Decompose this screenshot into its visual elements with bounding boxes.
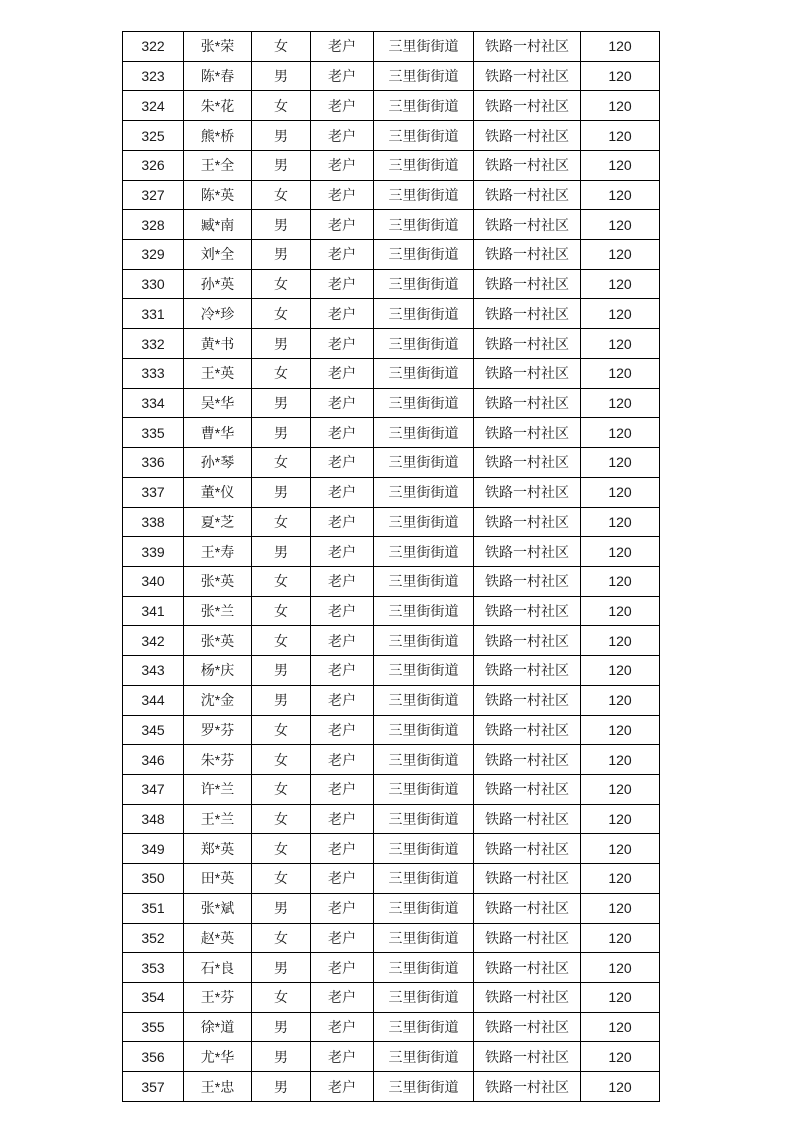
cell-community: 铁路一村社区 xyxy=(474,358,581,388)
cell-gender: 男 xyxy=(252,329,311,359)
cell-street: 三里街街道 xyxy=(374,1072,474,1102)
cell-amount: 120 xyxy=(581,91,660,121)
table-row xyxy=(123,418,660,448)
cell-household-type: 老户 xyxy=(311,507,374,537)
cell-name: 王*芬 xyxy=(184,983,252,1013)
cell-gender: 女 xyxy=(252,91,311,121)
cell-amount: 120 xyxy=(581,32,660,62)
cell-gender: 女 xyxy=(252,626,311,656)
cell-serial-number: 352 xyxy=(123,923,184,953)
cell-name: 王*忠 xyxy=(184,1072,252,1102)
cell-gender: 男 xyxy=(252,121,311,151)
cell-street: 三里街街道 xyxy=(374,91,474,121)
cell-household-type: 老户 xyxy=(311,32,374,62)
cell-community: 铁路一村社区 xyxy=(474,566,581,596)
cell-gender: 男 xyxy=(252,953,311,983)
cell-gender: 男 xyxy=(252,656,311,686)
cell-serial-number: 334 xyxy=(123,388,184,418)
cell-name: 刘*全 xyxy=(184,240,252,270)
cell-household-type: 老户 xyxy=(311,210,374,240)
cell-community: 铁路一村社区 xyxy=(474,893,581,923)
cell-serial-number: 326 xyxy=(123,150,184,180)
cell-household-type: 老户 xyxy=(311,626,374,656)
cell-gender: 女 xyxy=(252,596,311,626)
table-row xyxy=(123,953,660,983)
cell-household-type: 老户 xyxy=(311,923,374,953)
cell-street: 三里街街道 xyxy=(374,61,474,91)
cell-street: 三里街街道 xyxy=(374,329,474,359)
cell-gender: 女 xyxy=(252,983,311,1013)
cell-household-type: 老户 xyxy=(311,329,374,359)
cell-name: 许*兰 xyxy=(184,774,252,804)
table-body xyxy=(123,32,660,1102)
cell-community: 铁路一村社区 xyxy=(474,537,581,567)
cell-serial-number: 337 xyxy=(123,477,184,507)
table-row xyxy=(123,685,660,715)
cell-street: 三里街街道 xyxy=(374,269,474,299)
table-row xyxy=(123,864,660,894)
cell-amount: 120 xyxy=(581,388,660,418)
cell-street: 三里街街道 xyxy=(374,745,474,775)
cell-household-type: 老户 xyxy=(311,953,374,983)
cell-name: 陈*春 xyxy=(184,61,252,91)
cell-household-type: 老户 xyxy=(311,418,374,448)
cell-name: 赵*英 xyxy=(184,923,252,953)
cell-amount: 120 xyxy=(581,566,660,596)
table-row xyxy=(123,180,660,210)
cell-community: 铁路一村社区 xyxy=(474,1072,581,1102)
table-row xyxy=(123,477,660,507)
cell-gender: 男 xyxy=(252,388,311,418)
cell-community: 铁路一村社区 xyxy=(474,477,581,507)
cell-amount: 120 xyxy=(581,299,660,329)
cell-community: 铁路一村社区 xyxy=(474,1042,581,1072)
cell-name: 陈*英 xyxy=(184,180,252,210)
cell-street: 三里街街道 xyxy=(374,32,474,62)
cell-serial-number: 353 xyxy=(123,953,184,983)
cell-household-type: 老户 xyxy=(311,566,374,596)
cell-community: 铁路一村社区 xyxy=(474,656,581,686)
cell-gender: 女 xyxy=(252,507,311,537)
cell-gender: 男 xyxy=(252,210,311,240)
cell-amount: 120 xyxy=(581,448,660,478)
cell-name: 王*寿 xyxy=(184,537,252,567)
table-row xyxy=(123,804,660,834)
table-row xyxy=(123,983,660,1013)
cell-household-type: 老户 xyxy=(311,269,374,299)
cell-community: 铁路一村社区 xyxy=(474,864,581,894)
cell-name: 沈*金 xyxy=(184,685,252,715)
cell-gender: 女 xyxy=(252,358,311,388)
cell-community: 铁路一村社区 xyxy=(474,507,581,537)
cell-gender: 男 xyxy=(252,1072,311,1102)
cell-household-type: 老户 xyxy=(311,150,374,180)
cell-gender: 女 xyxy=(252,774,311,804)
table-row xyxy=(123,448,660,478)
cell-street: 三里街街道 xyxy=(374,804,474,834)
table-row xyxy=(123,61,660,91)
cell-amount: 120 xyxy=(581,1012,660,1042)
table-row xyxy=(123,121,660,151)
cell-community: 铁路一村社区 xyxy=(474,448,581,478)
cell-serial-number: 342 xyxy=(123,626,184,656)
cell-name: 王*英 xyxy=(184,358,252,388)
table-row xyxy=(123,715,660,745)
cell-amount: 120 xyxy=(581,61,660,91)
cell-street: 三里街街道 xyxy=(374,685,474,715)
cell-name: 冷*珍 xyxy=(184,299,252,329)
table-row xyxy=(123,1072,660,1102)
cell-serial-number: 340 xyxy=(123,566,184,596)
cell-amount: 120 xyxy=(581,269,660,299)
cell-household-type: 老户 xyxy=(311,893,374,923)
cell-name: 张*荣 xyxy=(184,32,252,62)
cell-name: 罗*芬 xyxy=(184,715,252,745)
cell-community: 铁路一村社区 xyxy=(474,150,581,180)
cell-household-type: 老户 xyxy=(311,477,374,507)
cell-serial-number: 329 xyxy=(123,240,184,270)
cell-amount: 120 xyxy=(581,477,660,507)
cell-serial-number: 343 xyxy=(123,656,184,686)
cell-street: 三里街街道 xyxy=(374,596,474,626)
cell-amount: 120 xyxy=(581,715,660,745)
table-row xyxy=(123,745,660,775)
cell-street: 三里街街道 xyxy=(374,566,474,596)
cell-household-type: 老户 xyxy=(311,537,374,567)
cell-name: 石*良 xyxy=(184,953,252,983)
table-row xyxy=(123,566,660,596)
cell-street: 三里街街道 xyxy=(374,507,474,537)
cell-street: 三里街街道 xyxy=(374,893,474,923)
cell-serial-number: 331 xyxy=(123,299,184,329)
cell-gender: 男 xyxy=(252,685,311,715)
cell-gender: 女 xyxy=(252,804,311,834)
cell-community: 铁路一村社区 xyxy=(474,240,581,270)
cell-serial-number: 356 xyxy=(123,1042,184,1072)
table-row xyxy=(123,834,660,864)
cell-name: 黄*书 xyxy=(184,329,252,359)
cell-serial-number: 328 xyxy=(123,210,184,240)
cell-street: 三里街街道 xyxy=(374,715,474,745)
resident-subsidy-table xyxy=(122,31,660,1102)
cell-community: 铁路一村社区 xyxy=(474,61,581,91)
cell-community: 铁路一村社区 xyxy=(474,923,581,953)
cell-gender: 女 xyxy=(252,180,311,210)
table-row xyxy=(123,656,660,686)
cell-household-type: 老户 xyxy=(311,448,374,478)
cell-street: 三里街街道 xyxy=(374,477,474,507)
cell-name: 郑*英 xyxy=(184,834,252,864)
cell-serial-number: 355 xyxy=(123,1012,184,1042)
cell-gender: 男 xyxy=(252,537,311,567)
cell-community: 铁路一村社区 xyxy=(474,418,581,448)
cell-street: 三里街街道 xyxy=(374,388,474,418)
cell-amount: 120 xyxy=(581,804,660,834)
cell-amount: 120 xyxy=(581,358,660,388)
cell-community: 铁路一村社区 xyxy=(474,685,581,715)
cell-name: 徐*道 xyxy=(184,1012,252,1042)
cell-amount: 120 xyxy=(581,923,660,953)
table-row xyxy=(123,1042,660,1072)
table-row xyxy=(123,388,660,418)
cell-street: 三里街街道 xyxy=(374,834,474,864)
cell-amount: 120 xyxy=(581,418,660,448)
cell-amount: 120 xyxy=(581,537,660,567)
cell-gender: 女 xyxy=(252,923,311,953)
table-row xyxy=(123,150,660,180)
table-row xyxy=(123,893,660,923)
cell-street: 三里街街道 xyxy=(374,358,474,388)
cell-street: 三里街街道 xyxy=(374,923,474,953)
cell-street: 三里街街道 xyxy=(374,448,474,478)
cell-amount: 120 xyxy=(581,180,660,210)
cell-name: 夏*芝 xyxy=(184,507,252,537)
cell-amount: 120 xyxy=(581,745,660,775)
cell-street: 三里街街道 xyxy=(374,656,474,686)
cell-gender: 女 xyxy=(252,864,311,894)
cell-name: 朱*芬 xyxy=(184,745,252,775)
cell-name: 王*全 xyxy=(184,150,252,180)
cell-gender: 男 xyxy=(252,150,311,180)
cell-household-type: 老户 xyxy=(311,596,374,626)
cell-community: 铁路一村社区 xyxy=(474,774,581,804)
cell-community: 铁路一村社区 xyxy=(474,596,581,626)
cell-household-type: 老户 xyxy=(311,240,374,270)
cell-serial-number: 325 xyxy=(123,121,184,151)
cell-gender: 男 xyxy=(252,1012,311,1042)
cell-amount: 120 xyxy=(581,240,660,270)
cell-serial-number: 327 xyxy=(123,180,184,210)
cell-serial-number: 332 xyxy=(123,329,184,359)
table-row xyxy=(123,329,660,359)
cell-household-type: 老户 xyxy=(311,1072,374,1102)
cell-name: 张*斌 xyxy=(184,893,252,923)
cell-name: 曹*华 xyxy=(184,418,252,448)
cell-household-type: 老户 xyxy=(311,1042,374,1072)
cell-household-type: 老户 xyxy=(311,983,374,1013)
cell-street: 三里街街道 xyxy=(374,626,474,656)
cell-name: 尤*华 xyxy=(184,1042,252,1072)
cell-serial-number: 339 xyxy=(123,537,184,567)
cell-serial-number: 330 xyxy=(123,269,184,299)
table-row xyxy=(123,32,660,62)
cell-name: 臧*南 xyxy=(184,210,252,240)
cell-serial-number: 323 xyxy=(123,61,184,91)
cell-household-type: 老户 xyxy=(311,388,374,418)
cell-amount: 120 xyxy=(581,656,660,686)
cell-community: 铁路一村社区 xyxy=(474,745,581,775)
cell-gender: 男 xyxy=(252,477,311,507)
cell-amount: 120 xyxy=(581,596,660,626)
cell-street: 三里街街道 xyxy=(374,864,474,894)
cell-household-type: 老户 xyxy=(311,834,374,864)
cell-amount: 120 xyxy=(581,329,660,359)
cell-gender: 女 xyxy=(252,834,311,864)
cell-serial-number: 350 xyxy=(123,864,184,894)
cell-gender: 男 xyxy=(252,893,311,923)
cell-amount: 120 xyxy=(581,983,660,1013)
cell-community: 铁路一村社区 xyxy=(474,299,581,329)
cell-name: 张*英 xyxy=(184,566,252,596)
table-row xyxy=(123,774,660,804)
cell-household-type: 老户 xyxy=(311,685,374,715)
cell-gender: 男 xyxy=(252,61,311,91)
cell-community: 铁路一村社区 xyxy=(474,626,581,656)
table-row xyxy=(123,1012,660,1042)
cell-name: 吴*华 xyxy=(184,388,252,418)
cell-name: 王*兰 xyxy=(184,804,252,834)
table-row xyxy=(123,537,660,567)
cell-household-type: 老户 xyxy=(311,864,374,894)
cell-serial-number: 354 xyxy=(123,983,184,1013)
cell-name: 朱*花 xyxy=(184,91,252,121)
cell-serial-number: 347 xyxy=(123,774,184,804)
cell-household-type: 老户 xyxy=(311,121,374,151)
cell-community: 铁路一村社区 xyxy=(474,1012,581,1042)
cell-serial-number: 357 xyxy=(123,1072,184,1102)
cell-amount: 120 xyxy=(581,1042,660,1072)
cell-gender: 男 xyxy=(252,418,311,448)
cell-amount: 120 xyxy=(581,685,660,715)
cell-household-type: 老户 xyxy=(311,774,374,804)
cell-street: 三里街街道 xyxy=(374,418,474,448)
cell-name: 孙*英 xyxy=(184,269,252,299)
cell-street: 三里街街道 xyxy=(374,774,474,804)
table-row xyxy=(123,240,660,270)
cell-gender: 男 xyxy=(252,1042,311,1072)
cell-street: 三里街街道 xyxy=(374,983,474,1013)
cell-community: 铁路一村社区 xyxy=(474,388,581,418)
cell-street: 三里街街道 xyxy=(374,953,474,983)
cell-serial-number: 322 xyxy=(123,32,184,62)
cell-name: 田*英 xyxy=(184,864,252,894)
table-row xyxy=(123,210,660,240)
cell-serial-number: 335 xyxy=(123,418,184,448)
cell-community: 铁路一村社区 xyxy=(474,210,581,240)
table-row xyxy=(123,269,660,299)
cell-community: 铁路一村社区 xyxy=(474,91,581,121)
table-row xyxy=(123,358,660,388)
cell-street: 三里街街道 xyxy=(374,1042,474,1072)
cell-gender: 女 xyxy=(252,745,311,775)
cell-amount: 120 xyxy=(581,507,660,537)
cell-household-type: 老户 xyxy=(311,299,374,329)
cell-gender: 女 xyxy=(252,715,311,745)
cell-serial-number: 336 xyxy=(123,448,184,478)
cell-community: 铁路一村社区 xyxy=(474,804,581,834)
cell-household-type: 老户 xyxy=(311,1012,374,1042)
cell-street: 三里街街道 xyxy=(374,180,474,210)
cell-gender: 女 xyxy=(252,269,311,299)
cell-name: 张*兰 xyxy=(184,596,252,626)
cell-community: 铁路一村社区 xyxy=(474,715,581,745)
cell-amount: 120 xyxy=(581,1072,660,1102)
cell-serial-number: 341 xyxy=(123,596,184,626)
cell-household-type: 老户 xyxy=(311,358,374,388)
cell-household-type: 老户 xyxy=(311,180,374,210)
cell-household-type: 老户 xyxy=(311,61,374,91)
cell-serial-number: 338 xyxy=(123,507,184,537)
cell-name: 张*英 xyxy=(184,626,252,656)
cell-street: 三里街街道 xyxy=(374,210,474,240)
cell-community: 铁路一村社区 xyxy=(474,834,581,864)
cell-community: 铁路一村社区 xyxy=(474,953,581,983)
cell-amount: 120 xyxy=(581,150,660,180)
cell-amount: 120 xyxy=(581,953,660,983)
cell-street: 三里街街道 xyxy=(374,537,474,567)
cell-serial-number: 344 xyxy=(123,685,184,715)
table-row xyxy=(123,507,660,537)
cell-household-type: 老户 xyxy=(311,804,374,834)
cell-street: 三里街街道 xyxy=(374,240,474,270)
cell-gender: 女 xyxy=(252,448,311,478)
cell-street: 三里街街道 xyxy=(374,1012,474,1042)
cell-community: 铁路一村社区 xyxy=(474,180,581,210)
cell-serial-number: 348 xyxy=(123,804,184,834)
cell-name: 熊*桥 xyxy=(184,121,252,151)
cell-serial-number: 324 xyxy=(123,91,184,121)
cell-serial-number: 333 xyxy=(123,358,184,388)
cell-serial-number: 345 xyxy=(123,715,184,745)
cell-name: 董*仪 xyxy=(184,477,252,507)
cell-street: 三里街街道 xyxy=(374,299,474,329)
cell-street: 三里街街道 xyxy=(374,150,474,180)
cell-amount: 120 xyxy=(581,210,660,240)
cell-serial-number: 349 xyxy=(123,834,184,864)
cell-community: 铁路一村社区 xyxy=(474,329,581,359)
cell-amount: 120 xyxy=(581,121,660,151)
cell-household-type: 老户 xyxy=(311,91,374,121)
cell-household-type: 老户 xyxy=(311,745,374,775)
cell-gender: 男 xyxy=(252,240,311,270)
cell-household-type: 老户 xyxy=(311,715,374,745)
cell-community: 铁路一村社区 xyxy=(474,983,581,1013)
cell-household-type: 老户 xyxy=(311,656,374,686)
cell-serial-number: 346 xyxy=(123,745,184,775)
cell-amount: 120 xyxy=(581,893,660,923)
cell-amount: 120 xyxy=(581,834,660,864)
cell-amount: 120 xyxy=(581,626,660,656)
cell-name: 杨*庆 xyxy=(184,656,252,686)
cell-amount: 120 xyxy=(581,774,660,804)
cell-community: 铁路一村社区 xyxy=(474,121,581,151)
cell-community: 铁路一村社区 xyxy=(474,32,581,62)
cell-name: 孙*琴 xyxy=(184,448,252,478)
table-row xyxy=(123,596,660,626)
cell-serial-number: 351 xyxy=(123,893,184,923)
cell-gender: 女 xyxy=(252,32,311,62)
cell-gender: 女 xyxy=(252,299,311,329)
table-row xyxy=(123,923,660,953)
cell-gender: 女 xyxy=(252,566,311,596)
table-row xyxy=(123,91,660,121)
cell-street: 三里街街道 xyxy=(374,121,474,151)
cell-amount: 120 xyxy=(581,864,660,894)
table-row xyxy=(123,626,660,656)
table-row xyxy=(123,299,660,329)
cell-community: 铁路一村社区 xyxy=(474,269,581,299)
